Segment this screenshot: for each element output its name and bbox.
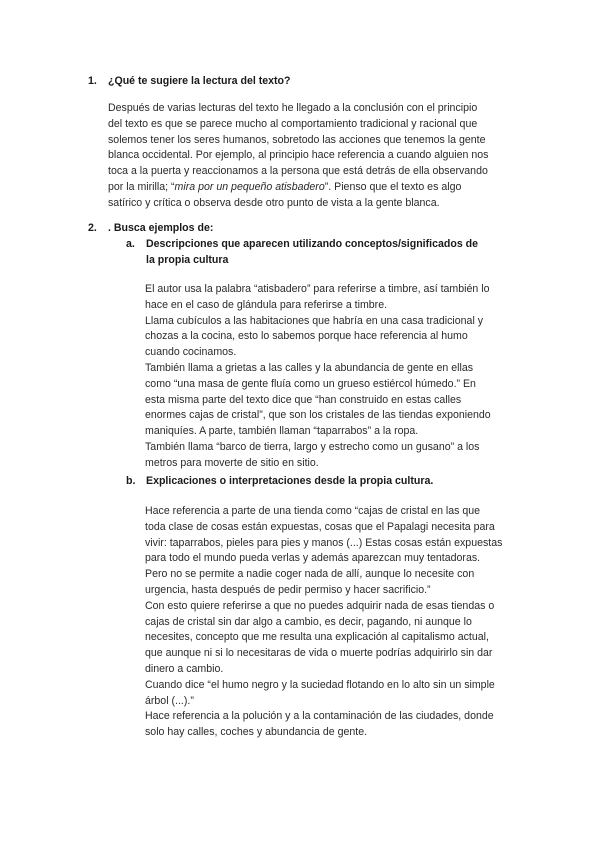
paragraph-line: para todo el mundo pueda verlas y además aparezcan muy tentadoras. (145, 552, 481, 565)
paragraph-line: Pero no se permite a nadie coger nada de allí, aunque lo necesite con (145, 568, 475, 581)
quote-prefix: por la mirilla; “ (108, 180, 175, 193)
subsection-a-answer (145, 282, 491, 472)
paragraph-line: necesites, concepto que me resulta una explicación al capitalismo actual, (145, 631, 489, 644)
subsection-a-title-line1: Descripciones que aparecen utilizando conceptos/significados de (146, 238, 479, 250)
paragraph-line: cajas de cristal sin dar algo a cambio, es decir, pagando, ni aunque lo (145, 615, 472, 628)
paragraph-line: Hace referencia a parte de una tienda como “cajas de cristal en las que (145, 505, 481, 517)
paragraph-line: Cuando dice “el humo negro y la suciedad flotando en lo alto sin un simple (145, 678, 495, 691)
paragraph-line: También llama a grietas a las calles y la abundancia de gente en ellas (145, 361, 474, 374)
paragraph-line: urgencia, hasta después de pedir permiso y hacer sacrificio.” (145, 583, 431, 596)
paragraph-line: dinero a cambio. (145, 662, 224, 675)
question-1-heading (88, 74, 291, 88)
paragraph-line: toda clase de cosas están expuestas, cosas que el Papalagi necesita para (145, 520, 495, 533)
subsection-a-letter: a. (126, 238, 135, 250)
paragraph-line: toca a la puerta y reaccionamos a la persona que está detrás de ella observando (108, 165, 488, 178)
question-2-title: . Busca ejemplos de: (108, 222, 214, 234)
paragraph-line: como “una masa de gente fluía como un grueso estiércol húmedo.” En (145, 377, 476, 390)
subsection-b-letter: b. (126, 475, 136, 487)
paragraph-line: vivir: taparrabos, pieles para pies y manos (...) Estas cosas están expuestas (145, 536, 503, 549)
subsection-b-title: Explicaciones o interpretaciones desde la propia cultura. (146, 475, 434, 487)
subsection-a-heading (126, 236, 526, 268)
italic-quote: mira por un pequeño atisbadero (174, 180, 325, 193)
subsection-b-heading (126, 473, 546, 489)
paragraph-line: Con esto quiere referirse a que no puedes adquirir nada de esas tiendas o (145, 599, 495, 612)
paragraph-line: esta misma parte del texto dice que “han construido en estas calles (145, 393, 462, 406)
paragraph-line: enormes cajas de cristal”, que son los cristales de las tiendas exponiendo (145, 409, 491, 422)
question-1-number: 1. (88, 75, 97, 87)
paragraph-line-with-quote (108, 180, 488, 196)
subsection-a-title-line2: la propia cultura (146, 254, 229, 266)
paragraph-line: del texto es que se parece mucho al comportamiento tradicional y racional que (108, 117, 478, 130)
paragraph-line: metros para moverte de sitio en sitio. (145, 456, 319, 469)
paragraph-line: cuando cocinamos. (145, 346, 237, 359)
paragraph-line: que aunque ni si lo necesitaras de vida o muerte podrías adquirirlo sin dar (145, 647, 493, 660)
question-2-heading (88, 221, 213, 235)
paragraph-line: solemos tener los seres humanos, sobretodo las acciones que tenemos la gente (108, 133, 486, 146)
paragraph-line: hace en el caso de glándula para referirse a timbre. (145, 298, 388, 311)
paragraph-line: Después de varias lecturas del texto he llegado a la conclusión con el principio (108, 102, 478, 114)
paragraph-line: chozas a la cocina, esto lo sabemos porque hace referencia al humo (145, 330, 468, 343)
subsection-b-answer (145, 504, 502, 741)
paragraph-line: blanca occidental. Por ejemplo, al principio hace referencia a cuando alguien nos (108, 149, 489, 162)
paragraph-line: También llama “barco de tierra, largo y estrecho como un gusano” a los (145, 440, 480, 453)
question-2-number: 2. (88, 222, 97, 234)
question-1-title: ¿Qué te sugiere la lectura del texto? (108, 75, 291, 87)
paragraph-line: maniquíes. A parte, también llaman “taparrabos” a la ropa. (145, 425, 419, 438)
paragraph-line: solo hay calles, coches y abundancia de gente. (145, 726, 368, 739)
paragraph-line: árbol (...).” (145, 694, 194, 707)
paragraph-line: Llama cubículos a las habitaciones que habría en una casa tradicional y (145, 314, 484, 327)
question-1-answer (108, 101, 488, 212)
paragraph-line: Hace referencia a la polución y a la contaminación de las ciudades, donde (145, 710, 494, 723)
paragraph-line: El autor usa la palabra “atisbadero” para referirse a timbre, así también lo (145, 283, 490, 295)
quote-suffix: ”. Pienso que el texto es algo (324, 180, 462, 193)
paragraph-line: satírico y crítica o observa desde otro punto de vista a la gente blanca. (108, 196, 440, 209)
